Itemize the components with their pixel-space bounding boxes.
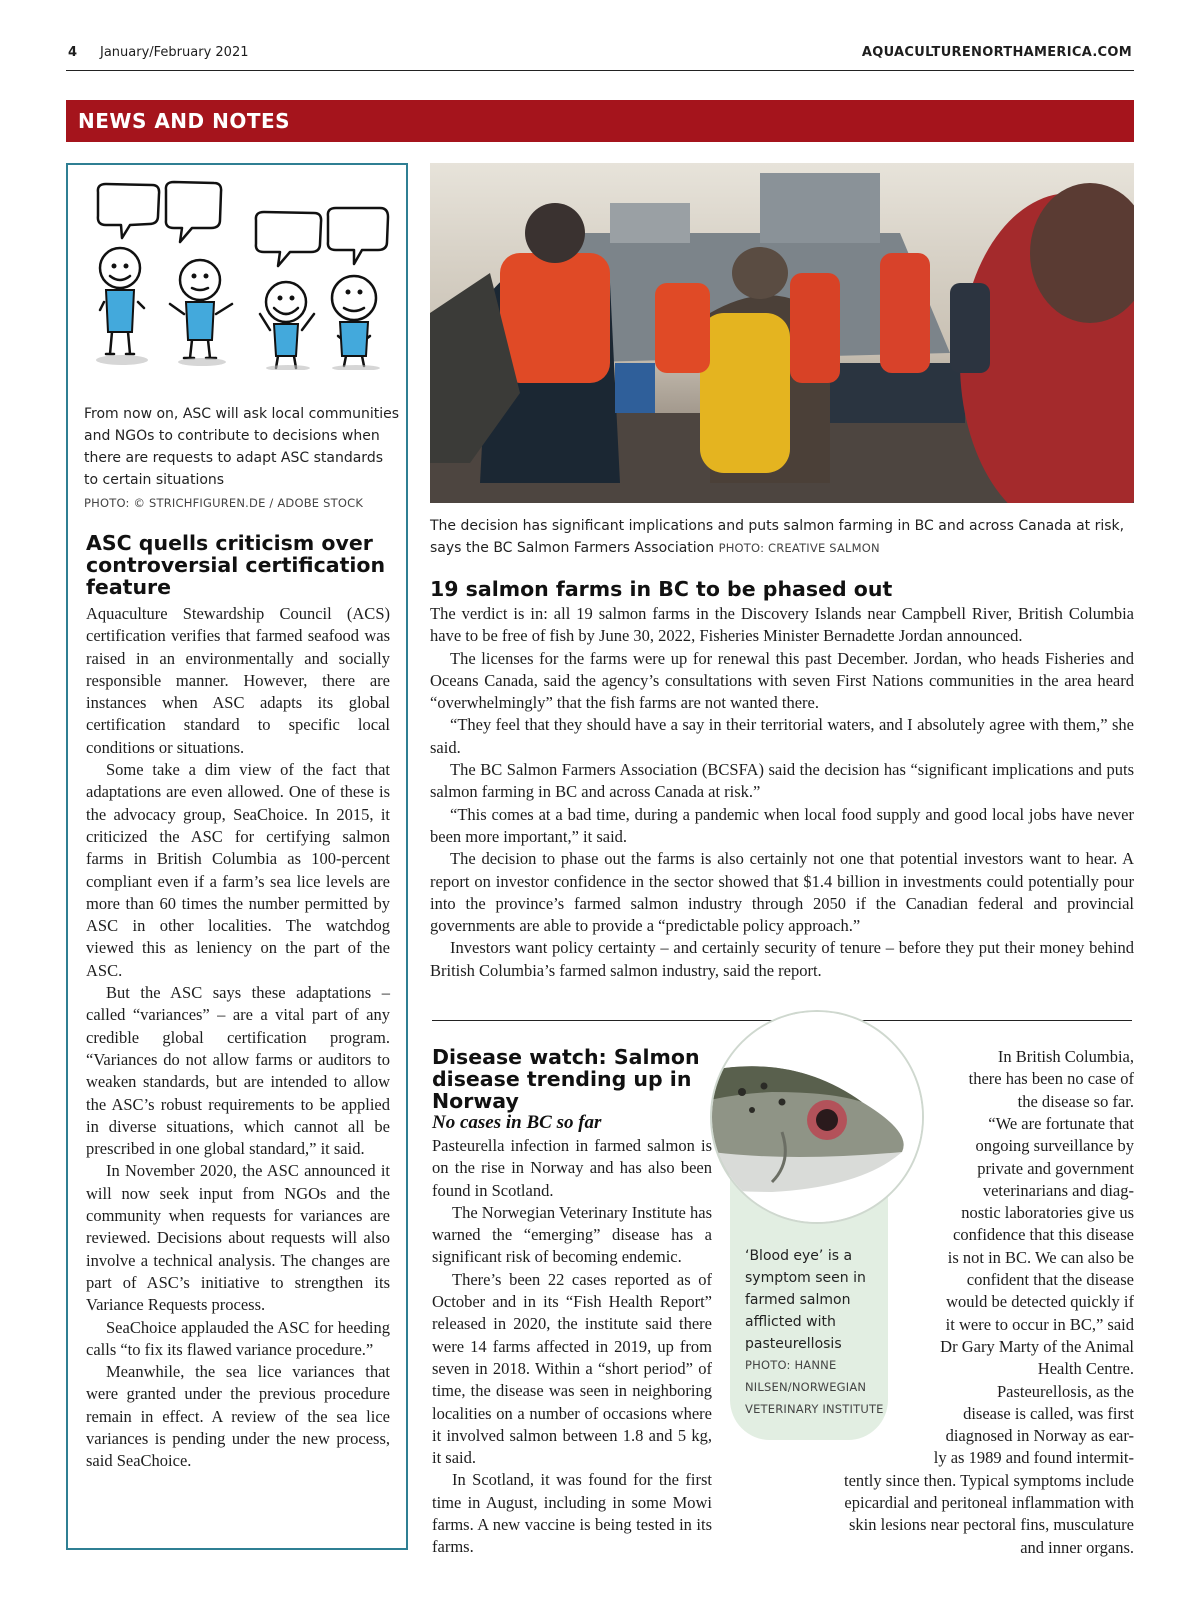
paragraph: “They feel that they should have a say in their territorial waters, and I absolutely agree with them,” she said.: [430, 715, 1134, 757]
header-divider: [66, 70, 1134, 71]
paragraph: The verdict is in: all 19 salmon farms in the Discovery Islands near Campbell River, British Columbia have to be free of fish by June 30, 2022, Fisheries Minister Bernadette Jordan announced.: [430, 604, 1134, 646]
photo-caption-text: The decision has significant implications and puts salmon farming in BC and across Canada at risk, says the BC Salmon Farmers Association: [430, 518, 1125, 556]
paragraph: Pasteurella infection in farmed salmon is on the rise in Norway and has also been found in Scotland.: [432, 1136, 712, 1200]
text-line: nostic laboratories give us: [961, 1203, 1134, 1223]
fish-image-credit: PHOTO: HANNE NILSEN/NORWEGIAN VETERINARY INSTITUTE: [745, 1358, 884, 1416]
text-line: Dr Gary Marty of the Animal: [940, 1336, 1134, 1356]
text-line: In British Columbia,: [997, 1047, 1134, 1066]
text-line: veterinarians and diag-: [982, 1180, 1134, 1200]
disease-column-1: [432, 1135, 712, 1559]
text-line: it were to occur in BC,” said: [945, 1314, 1134, 1334]
paragraph: In Scotland, it was found for the first time in August, including in some Mowi farms. A new vaccine is being tested in its farms.: [432, 1470, 712, 1557]
paragraph: The BC Salmon Farmers Association (BCSFA) said the decision has “significant implications and puts salmon farming in BC and across Canada at risk.”: [430, 760, 1134, 802]
text-line: is not in BC. We can also be: [947, 1247, 1134, 1267]
paragraph: The decision to phase out the farms is also certainly not one that potential investors want to hear. A report on investor confidence in the sector showed that $1.4 billion in investments could potentially pour into the province’s farmed salmon industry through 2050 if the Canadian federal and provincial governments are able to provide a “predictable policy approach.”: [430, 849, 1134, 936]
text-line: ly as 1989 and found intermit-: [933, 1448, 1134, 1468]
paragraph: Aquaculture Stewardship Council (ACS) certification verifies that farmed seafood was raised in an environmentally and socially responsible manner. However, there are instances when ASC adapts its global certification standard to specific local conditions or situations.: [86, 604, 390, 757]
paragraph: “This comes at a bad time, during a pandemic when local food supply and good local jobs have never been more important,” it said.: [430, 804, 1134, 846]
disease-headline: Disease watch: Salmon disease trending up in Norway: [432, 1045, 700, 1113]
paragraph: The licenses for the farms were up for renewal this past December. Jordan, who heads Fisheries and Oceans Canada, said the agency’s consultations with seven First Nations communities in the area heard “overwhelmingly” that the fish farms are not wanted there.: [430, 648, 1134, 713]
stick-figures-illustration: [92, 180, 402, 370]
text-line: diagnosed in Norway as ear-: [945, 1426, 1134, 1446]
text-line: skin lesions near pectoral fins, musculature: [848, 1515, 1134, 1535]
text-line: tently since then. Typical symptoms include: [844, 1470, 1134, 1490]
paragraph: In November 2020, the ASC announced it will now seek input from NGOs and the community when requests for variances are reviewed. Decisions about requests will also involve a technical analysis. The changes are part of ASC’s initiative to strengthen its Variance Requests process.: [86, 1161, 390, 1315]
section-title: NEWS AND NOTES: [78, 109, 291, 133]
paragraph: Meanwhile, the sea lice variances that were granted under the previous procedure remain in effect. A review of the sea lice variances is pending under the new process, said SeaChoice.: [86, 1362, 390, 1471]
sidebar-article-body: [86, 603, 390, 1473]
text-line: disease is called, was first: [963, 1403, 1134, 1423]
sidebar-headline: ASC quells criticism over controversial certification feature: [86, 531, 386, 599]
issue-date: January/February 2021: [100, 45, 249, 60]
salmon-farm-workers-photo: [430, 163, 1134, 503]
paragraph: The Norwegian Veterinary Institute has warned the “emerging” disease has a significant risk of becoming endemic.: [432, 1202, 712, 1267]
text-line: Health Centre.: [1037, 1359, 1134, 1379]
text-line: confidence that this disease: [953, 1225, 1134, 1245]
farms-article-body: [430, 603, 1134, 982]
paragraph: Investors want policy certainty – and certainly security of tenure – before they put their money behind British Columbia’s farmed salmon industry, said the report.: [430, 938, 1134, 980]
salmon-head-photo: [710, 1010, 924, 1224]
text-line: Pasteurellosis, as the: [996, 1381, 1134, 1401]
text-line: ongoing surveillance by: [975, 1136, 1134, 1156]
photo-credit: PHOTO: CREATIVE SALMON: [718, 541, 880, 555]
text-line: private and government: [977, 1158, 1134, 1178]
sidebar-image-credit: PHOTO: © STRICHFIGUREN.DE / ADOBE STOCK: [84, 496, 364, 510]
photo-caption: [430, 515, 1134, 559]
sidebar-image-caption: From now on, ASC will ask local communities and NGOs to contribute to decisions when there are requests to adapt ASC standards to certain situations: [84, 406, 400, 488]
text-line: and inner organs.: [1020, 1537, 1134, 1557]
disease-deck: No cases in BC so far: [432, 1112, 602, 1133]
site-url[interactable]: AQUACULTURENORTHAMERICA.COM: [861, 45, 1132, 60]
farms-headline: 19 salmon farms in BC to be phased out: [430, 577, 893, 601]
paragraph: There’s been 22 cases reported as of October and in its “Fish Health Report” released in 2020, the institute said there were 14 farms affected in 2019, up from seven in 2018. Within a “short period” of time, the disease was seen in neighboring localities on a number of occasions where it involved salmon between 1.8 and 5 kg, it said.: [432, 1269, 712, 1468]
text-line: “We are fortunate that: [988, 1113, 1134, 1133]
paragraph: SeaChoice applauded the ASC for heeding calls “to fix its flawed variance procedure.”: [86, 1317, 390, 1359]
paragraph: But the ASC says these adaptations – called “variances” – are a vital part of any credible global certification program. “Variances do not allow farms or auditors to weaken standards, but are intended to allow the ASC’s robust requirements to be applied in diverse situations, which cannot all be prescribed in one global standard,” it said.: [86, 983, 390, 1159]
text-line: confident that the disease: [966, 1270, 1134, 1289]
paragraph: Some take a dim view of the fact that adaptations are even allowed. One of these is the advocacy group, SeaChoice. In 2015, it criticized the ASC for certifying salmon farms in British Columbia as 100-percent compliant even if a farm’s sea lice levels are more than 60 times the number permitted by ASC in other localities. The watchdog viewed this as leniency on the part of the ASC.: [86, 760, 390, 980]
page-number: 4: [68, 45, 78, 60]
text-line: epicardial and peritoneal inflammation with: [844, 1493, 1134, 1512]
text-line: the disease so far.: [1017, 1091, 1134, 1111]
text-line: there has been no case of: [968, 1069, 1134, 1089]
text-line: would be detected quickly if: [946, 1292, 1134, 1312]
section-banner: [66, 100, 1134, 142]
fish-image-caption: ‘Blood eye’ is a symptom seen in farmed salmon afflicted with pasteurellosis: [745, 1248, 866, 1352]
